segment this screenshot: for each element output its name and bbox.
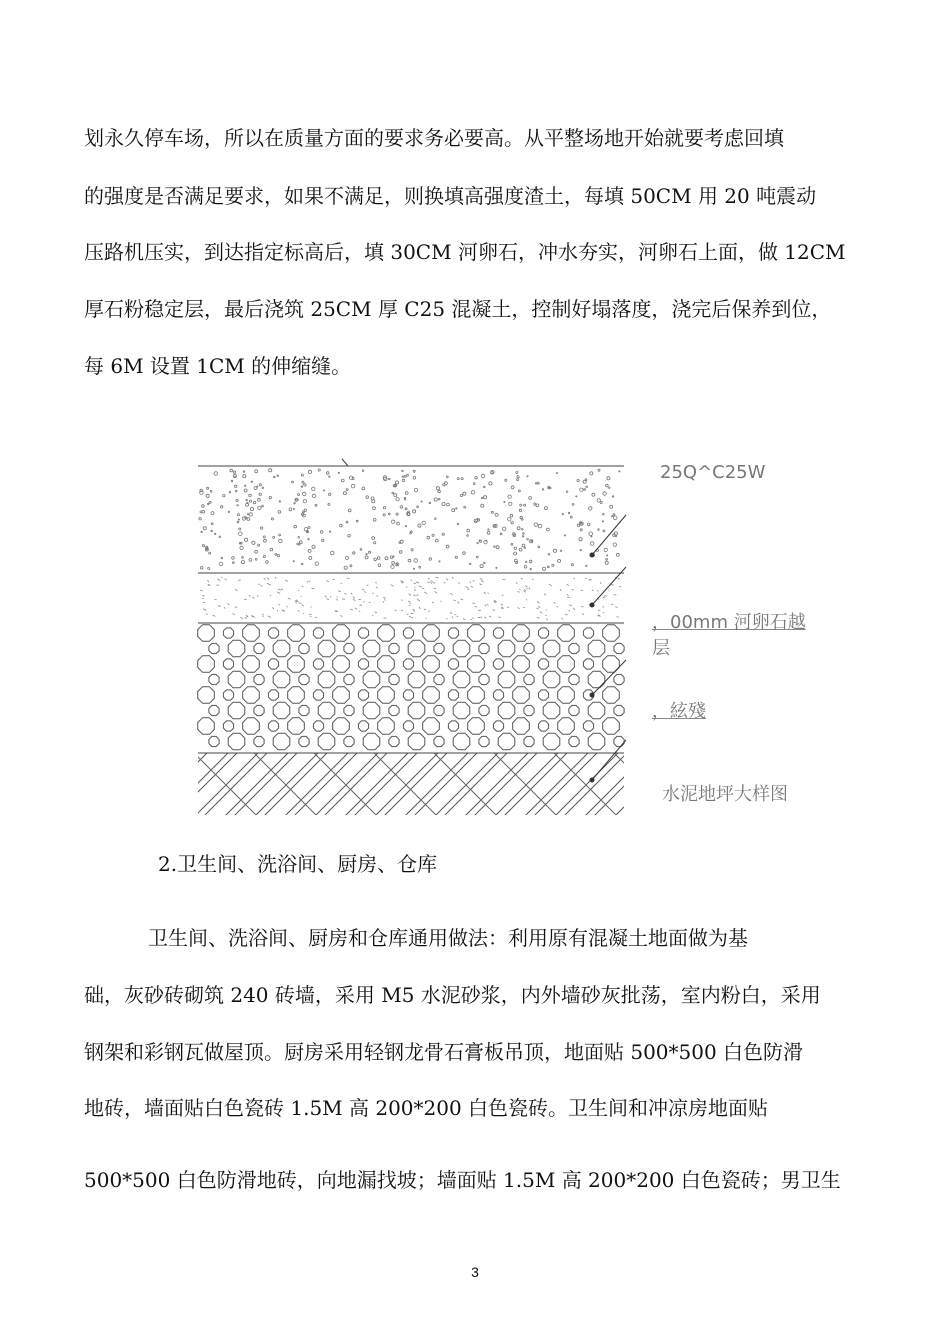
concrete-layer [199, 469, 620, 571]
base-layer-label: ，絃殘 [652, 701, 706, 722]
paragraph-line: 厚石粉稳定层，最后浇筑 25CM 厚 C25 混凝土，控制好塌落度，浇完后保养到位， [84, 297, 832, 321]
stone-powder-layer [200, 577, 621, 620]
paragraph-line: 的强度是否满足要求，如果不满足，则换填高强度渣土，每填 50CM 用 20 吨震动 [84, 184, 817, 208]
cobble-layer-label: ，00mm 河卵石越 [652, 612, 806, 633]
paragraph-line: 地砖，墙面贴白色瓷砖 1.5M 高 200*200 白色瓷砖。卫生间和冲凉房地面贴 [84, 1096, 769, 1120]
paragraph-line: 每 6M 设置 1CM 的伸缩缝。 [84, 354, 352, 378]
page-number: 3 [471, 1264, 479, 1280]
paragraph-line: 500*500 白色防滑地砖，向地漏找坡；墙面贴 1.5M 高 200*200 白色瓷砖；男卫生 [84, 1168, 841, 1192]
paragraph-line: 础，灰砂砖砌筑 240 砖墙，采用 M5 水泥砂浆，内外墙砂灰批荡，室内粉白，采用 [84, 983, 821, 1007]
concrete-label: 25Q^C25W [660, 462, 766, 483]
diagram-caption: 水泥地坪大样图 [662, 784, 788, 805]
floor-cross-section-diagram [196, 455, 636, 825]
paragraph-line: 划永久停车场，所以在质量方面的要求务必要高。从平整场地开始就要考虑回填 [84, 126, 784, 150]
paragraph-line: 卫生间、洗浴间、厨房和仓库通用做法：利用原有混凝土地面做为基 [148, 926, 748, 950]
cobble-layer-label-line2: 层 [652, 638, 670, 659]
section-heading: 2.卫生间、洗浴间、厨房、仓库 [158, 852, 438, 876]
paragraph-line: 压路机压实，到达指定标高后，填 30CM 河卵石，冲水夯实，河卵石上面，做 12CM [84, 240, 846, 264]
base-soil-layer [198, 753, 624, 815]
cobble-layer [198, 625, 624, 750]
paragraph-line: 钢架和彩钢瓦做屋顶。厨房采用轻钢龙骨石膏板吊顶，地面贴 500*500 白色防滑 [84, 1040, 804, 1064]
